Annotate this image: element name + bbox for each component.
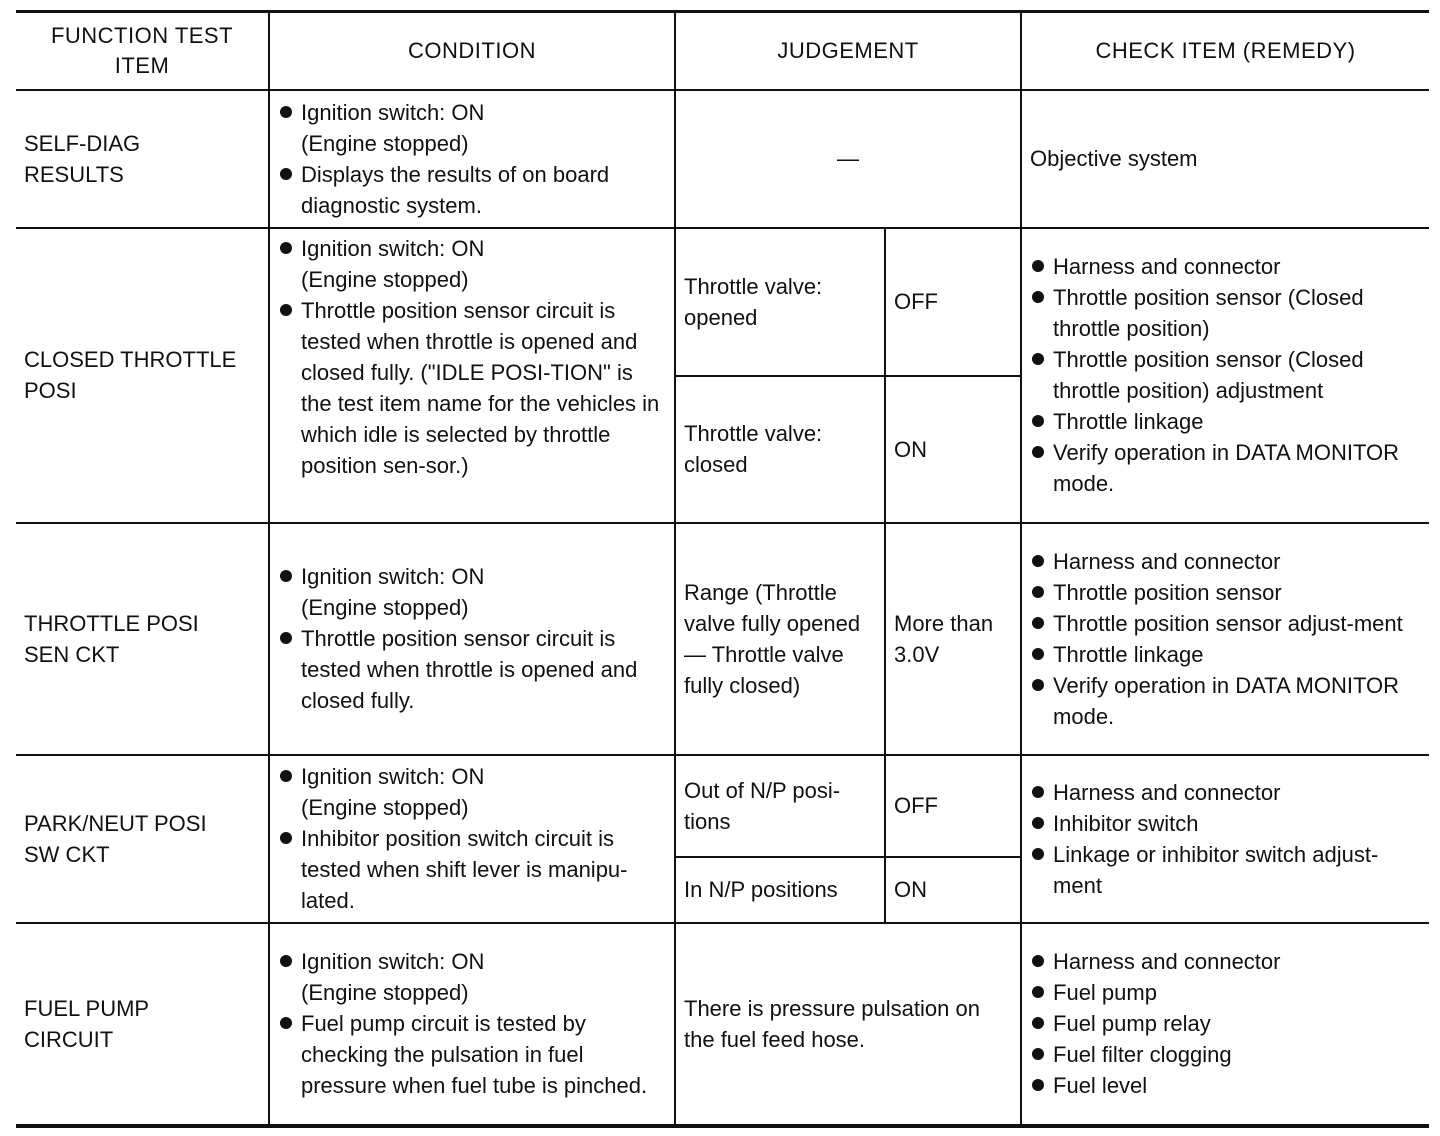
check-item-cell [1021,923,1429,1126]
check-bullet: Fuel pump [1030,977,1421,1008]
check-bullet: Harness and connector [1030,251,1421,282]
function-test-table [16,10,1429,1128]
check-bullet: Harness and connector [1030,946,1421,977]
condition-bullet: Ignition switch: ON (Engine stopped) [278,946,666,1008]
judgement-cell: — [675,90,1021,228]
check-bullet: Throttle position sensor [1030,577,1421,608]
check-item-cell [1021,755,1429,923]
judgement-state: Throttle valve: closed [675,376,885,523]
judgement-result: OFF [885,228,1021,376]
judgement-result: ON [885,857,1021,923]
judgement-cell: There is pressure pulsation on the fuel feed hose. [675,923,1021,1126]
condition-cell [269,90,675,228]
judgement-state: Out of N/P posi- tions [675,755,885,857]
condition-bullet: Ignition switch: ON (Engine stopped) [278,561,666,623]
function-test-item: THROTTLE POSI SEN CKT [16,523,269,755]
function-test-item: PARK/NEUT POSI SW CKT [16,755,269,923]
header-check-item: CHECK ITEM (REMEDY) [1021,12,1429,90]
judgement-result: More than 3.0V [885,523,1021,755]
header-judgement: JUDGEMENT [675,12,1021,90]
check-bullet: Fuel level [1030,1070,1421,1101]
function-test-item: SELF-DIAG RESULTS [16,90,269,228]
condition-bullet: Ignition switch: ON (Engine stopped) [278,761,666,823]
check-bullet: Throttle position sensor (Closed throttle position) [1030,282,1421,344]
check-bullet: Inhibitor switch [1030,808,1421,839]
check-bullet: Linkage or inhibitor switch adjust-ment [1030,839,1421,901]
judgement-result: ON [885,376,1021,523]
condition-bullet: Ignition switch: ON (Engine stopped) [278,97,666,159]
check-bullet: Harness and connector [1030,777,1421,808]
check-bullet: Throttle linkage [1030,406,1421,437]
table-row [16,923,1429,1126]
condition-cell [269,923,675,1126]
condition-cell [269,228,675,523]
check-item-cell [1021,228,1429,523]
table-row [16,755,1429,857]
function-test-item: CLOSED THROTTLE POSI [16,228,269,523]
header-function-test-item: FUNCTION TEST ITEM [16,12,269,90]
condition-bullet: Inhibitor position switch circuit is tested when shift lever is manipu-lated. [278,823,666,916]
condition-cell [269,755,675,923]
condition-bullet: Displays the results of on board diagnostic system. [278,159,666,221]
function-test-item: FUEL PUMP CIRCUIT [16,923,269,1126]
condition-bullet: Throttle position sensor circuit is tested when throttle is opened and closed fully. [278,623,666,716]
judgement-state: In N/P positions [675,857,885,923]
judgement-state: Throttle valve: opened [675,228,885,376]
check-bullet: Throttle linkage [1030,639,1421,670]
check-bullet: Fuel pump relay [1030,1008,1421,1039]
judgement-state: Range (Throttle valve fully opened — Throttle valve fully closed) [675,523,885,755]
header-row [16,12,1429,90]
check-bullet: Throttle position sensor adjust-ment [1030,608,1421,639]
check-bullet: Verify operation in DATA MONITOR mode. [1030,670,1421,732]
check-bullet: Harness and connector [1030,546,1421,577]
check-bullet: Verify operation in DATA MONITOR mode. [1030,437,1421,499]
condition-bullet: Ignition switch: ON (Engine stopped) [278,233,666,295]
condition-bullet: Fuel pump circuit is tested by checking the pulsation in fuel pressure when fuel tube is pinched. [278,1008,666,1101]
judgement-result: OFF [885,755,1021,857]
header-condition: CONDITION [269,12,675,90]
table-row [16,228,1429,376]
table-row [16,90,1429,228]
condition-cell [269,523,675,755]
table-row [16,523,1429,755]
condition-bullet: Throttle position sensor circuit is tested when throttle is opened and closed fully. ("IDLE POSI-TION" is the test item name for the vehicles in which idle is selected by throttle position sen-sor.) [278,295,666,481]
check-bullet: Throttle position sensor (Closed throttle position) adjustment [1030,344,1421,406]
check-item-cell [1021,523,1429,755]
check-item-cell: Objective system [1021,90,1429,228]
check-bullet: Fuel filter clogging [1030,1039,1421,1070]
